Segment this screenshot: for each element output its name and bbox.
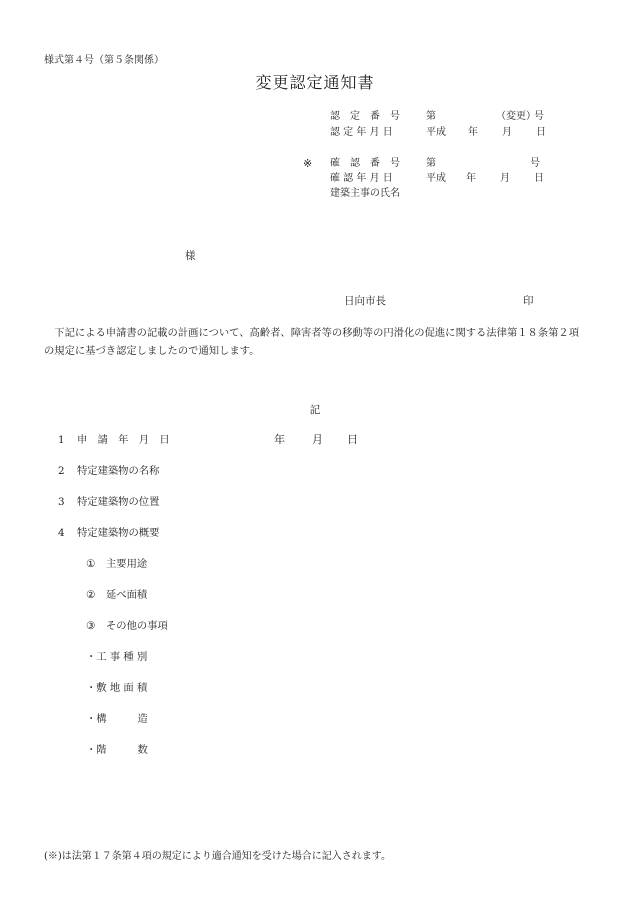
confirm-number-prefix: 第: [426, 158, 436, 169]
cert-date-row: [330, 127, 546, 139]
confirm-date-era: 平成: [426, 173, 446, 184]
building-official-row: [330, 188, 400, 200]
note-mark: ※: [303, 157, 313, 170]
item2-number: 2: [58, 465, 65, 477]
bullet-floors: ・階 数: [86, 744, 148, 756]
sub2-label: 延べ面積: [106, 589, 148, 601]
item1-label: 申 請 年 月 日: [77, 434, 170, 446]
cert-date-era: 平成: [426, 127, 446, 138]
item1-year: 年: [274, 433, 285, 446]
cert-date-label: 認 定 年 月 日: [330, 127, 393, 138]
cert-number-prefix: 第: [426, 111, 436, 122]
issuer-name: 日向市長: [344, 295, 386, 307]
item3-label: 特定建築物の位置: [77, 496, 160, 508]
footnote: (※)は法第１７条第４項の規定により適合通知を受けた場合に記入されます。: [44, 851, 392, 862]
cert-date-day: 日: [536, 127, 546, 138]
confirm-date-row: [330, 173, 544, 185]
sub1-label: 主要用途: [106, 558, 148, 570]
confirm-date-label: 確 認 年 月 日: [330, 173, 393, 184]
cert-date-year: 年: [468, 127, 478, 138]
confirm-date-day: 日: [534, 173, 544, 184]
cert-number-label: 認 定 番 号: [330, 111, 400, 122]
cert-date-month: 月: [502, 127, 512, 138]
sub3-label: その他の事項: [106, 620, 168, 632]
item3-number: 3: [58, 496, 65, 508]
notice-body: 下記による申請書の記載の計画について、高齢者、障害者等の移動等の円滑化の促進に関する法律第１８条第２項の規定に基づき認定しましたので通知します。: [44, 327, 580, 357]
cert-number-row: [330, 111, 544, 123]
confirm-date-month: 月: [500, 173, 510, 184]
cert-number-suffix: 号: [534, 111, 544, 122]
sub2-number: ②: [86, 589, 96, 601]
ki-heading: 記: [309, 404, 321, 416]
item1-month: 月: [312, 433, 323, 446]
document-title: 変更認定通知書: [255, 73, 375, 92]
bullet-site-area: ・敷 地 面 積: [86, 682, 148, 694]
item1-day: 日: [347, 433, 358, 446]
form-number: 様式第４号（第５条関係）: [44, 55, 164, 66]
item2-label: 特定建築物の名称: [77, 465, 160, 477]
confirm-number-label: 確 認 番 号: [330, 158, 400, 169]
sub1-number: ①: [86, 558, 96, 570]
sub3-number: ③: [86, 620, 96, 632]
confirm-number-row: [330, 158, 540, 170]
addressee-suffix: 様: [185, 250, 196, 262]
cert-number-change: （変更）: [496, 111, 536, 122]
seal-mark: 印: [523, 295, 534, 307]
item1-number: 1: [58, 434, 65, 446]
building-official-label: 建築主事の氏名: [330, 188, 400, 199]
bullet-structure: ・構 造: [86, 713, 148, 725]
bullet-construction-type: ・工 事 種 別: [86, 651, 148, 663]
item4-label: 特定建築物の概要: [77, 527, 160, 539]
item4-number: 4: [58, 527, 65, 539]
confirm-number-suffix: 号: [530, 158, 540, 169]
confirm-date-year: 年: [466, 173, 476, 184]
